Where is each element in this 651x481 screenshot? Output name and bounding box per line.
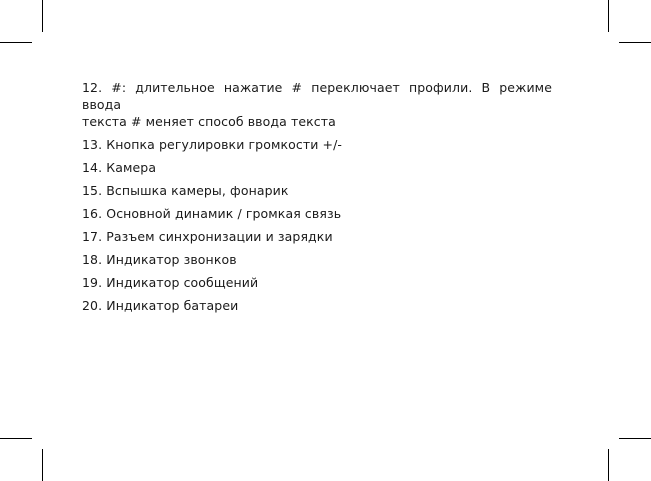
list-item-17: 17. Разъем синхронизации и зарядки [82, 229, 333, 244]
crop-mark-bottom-left-vertical [42, 449, 43, 481]
list-item-18: 18. Индикатор звонков [82, 252, 237, 267]
list-item-14: 14. Камера [82, 160, 157, 175]
list-item-15: 15. Вспышка камеры, фонарик [82, 183, 289, 198]
list-item-12-line-1: 12. #: длительное нажатие # переключает профили. В режиме ввода [82, 80, 552, 112]
crop-mark-top-left-vertical [42, 0, 43, 32]
list-item-12 [82, 79, 552, 130]
list-item-12-line-2: текста # меняет способ ввода текста [82, 114, 336, 129]
feature-list [82, 79, 552, 320]
list-item-16: 16. Основной динамик / громкая связь [82, 206, 342, 221]
crop-mark-bottom-right-vertical [608, 449, 609, 481]
crop-mark-bottom-right-horizontal [619, 438, 651, 439]
crop-mark-top-left-horizontal [0, 42, 32, 43]
list-item-13: 13. Кнопка регулировки громкости +/- [82, 137, 343, 152]
crop-mark-top-right-vertical [608, 0, 609, 32]
crop-mark-bottom-left-horizontal [0, 438, 32, 439]
list-item-19: 19. Индикатор сообщений [82, 275, 259, 290]
crop-mark-top-right-horizontal [619, 42, 651, 43]
list-item-20: 20. Индикатор батареи [82, 298, 239, 313]
